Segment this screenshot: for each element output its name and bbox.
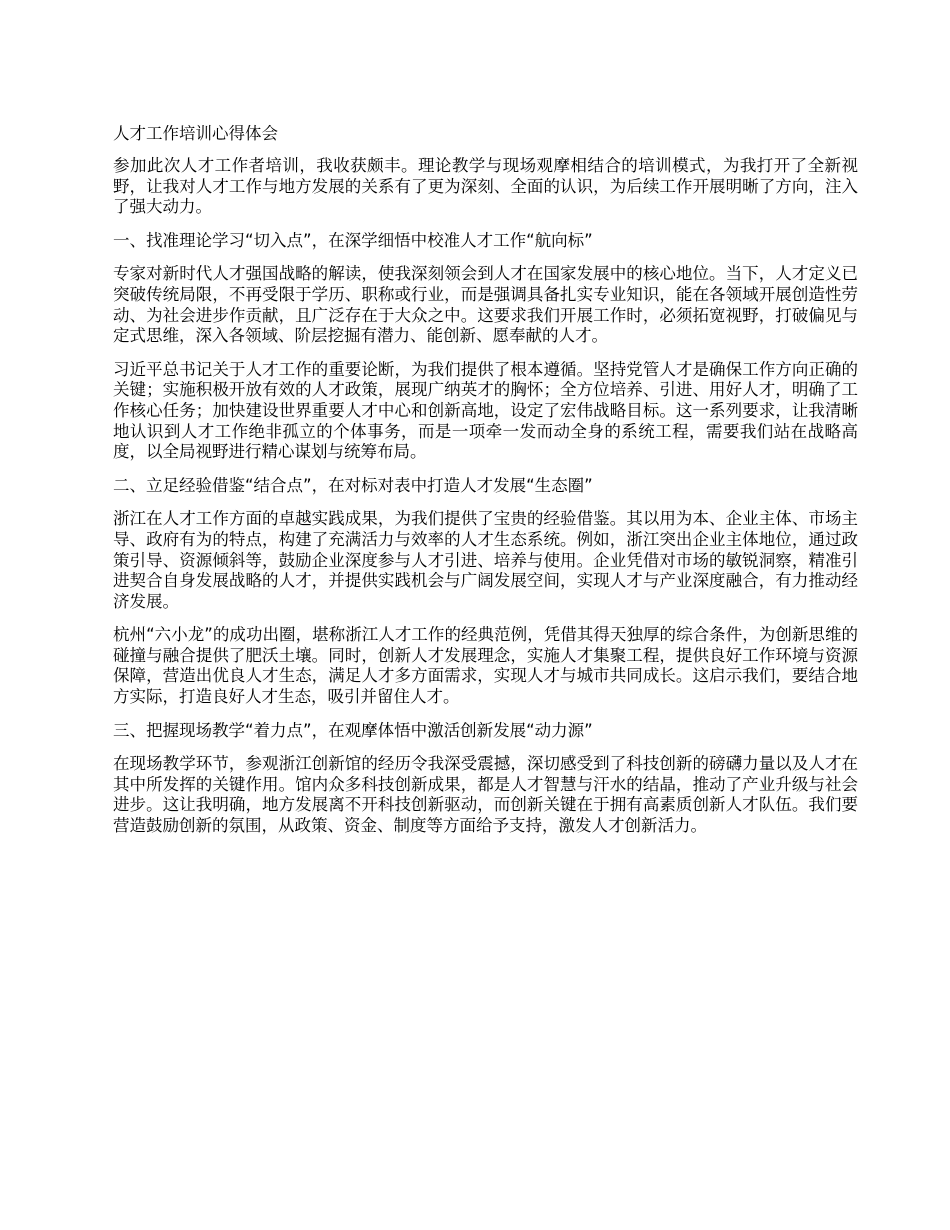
- section-1-paragraph-1: 专家对新时代人才强国战略的解读，使我深刻领会到人才在国家发展中的核心地位。当下，人才定义已突破传统局限，不再受限于学历、职称或行业，而是强调具备扎实专业知识，能在各领域开展创造性劳动、为社会进步作贡献，且广泛存在于大众之中。这要求我们开展工作时，必须拓宽视野，打破偏见与定式思维，深入各领域、阶层挖掘有潜力、能创新、愿奉献的人才。: [113, 264, 858, 346]
- section-2-heading: 二、立足经验借鉴“结合点”，在对标对表中打造人才发展“生态圈”: [113, 475, 593, 495]
- section-3-paragraph-1: 在现场教学环节，参观浙江创新馆的经历令我深受震撼，深切感受到了科技创新的磅礴力量以及人才在其中所发挥的关键作用。馆内众多科技创新成果，都是人才智慧与汗水的结晶，推动了产业升级与社会进步。这让我明确，地方发展离不开科技创新驱动，而创新关键在于拥有高素质创新人才队伍。我们要营造鼓励创新的氛围，从政策、资金、制度等方面给予支持，激发人才创新活力。: [113, 754, 858, 836]
- intro-paragraph: 参加此次人才工作者培训，我收获颇丰。理论教学与现场观摩相结合的培训模式，为我打开了全新视野，让我对人才工作与地方发展的关系有了更为深刻、全面的认识，为后续工作开展明晰了方向，注入了强大动力。: [113, 156, 858, 217]
- section-2-paragraph-2: 杭州“六小龙”的成功出圈，堪称浙江人才工作的经典范例，凭借其得天独厚的综合条件，为创新思维的碰撞与融合提供了肥沃土壤。同时，创新人才发展理念，实施人才集聚工程，提供良好工作环境与资源保障，营造出优良人才生态，满足人才多方面需求，实现人才与城市共同成长。这启示我们，要结合地方实际，打造良好人才生态，吸引并留住人才。: [113, 625, 858, 707]
- document-title: 人才工作培训心得体会: [113, 124, 278, 143]
- section-3-heading: 三、把握现场教学“着力点”，在观摩体悟中激活创新发展“动力源”: [113, 720, 593, 740]
- section-2-paragraph-1: 浙江在人才工作方面的卓越实践成果，为我们提供了宝贵的经验借鉴。其以用为本、企业主体、市场主导、政府有为的特点，构建了充满活力与效率的人才生态系统。例如，浙江突出企业主体地位，通过政策引导、资源倾斜等，鼓励企业深度参与人才引进、培养与使用。企业凭借对市场的敏锐洞察，精准引进契合自身发展战略的人才，并提供实践机会与广阔发展空间，实现人才与产业深度融合，有力推动经济发展。: [113, 509, 858, 611]
- section-1-paragraph-2: 习近平总书记关于人才工作的重要论断，为我们提供了根本遵循。坚持党管人才是确保工作方向正确的关键；实施积极开放有效的人才政策，展现广纳英才的胸怀；全方位培养、引进、用好人才，明确了工作核心任务；加快建设世界重要人才中心和创新高地，设定了宏伟战略目标。这一系列要求，让我清晰地认识到人才工作绝非孤立的个体事务，而是一项牵一发而动全身的系统工程，需要我们站在战略高度，以全局视野进行精心谋划与统筹布局。: [113, 359, 858, 462]
- document-page: [113, 124, 858, 850]
- section-1-heading: 一、找准理论学习“切入点”，在深学细悟中校准人才工作“航向标”: [113, 230, 593, 250]
